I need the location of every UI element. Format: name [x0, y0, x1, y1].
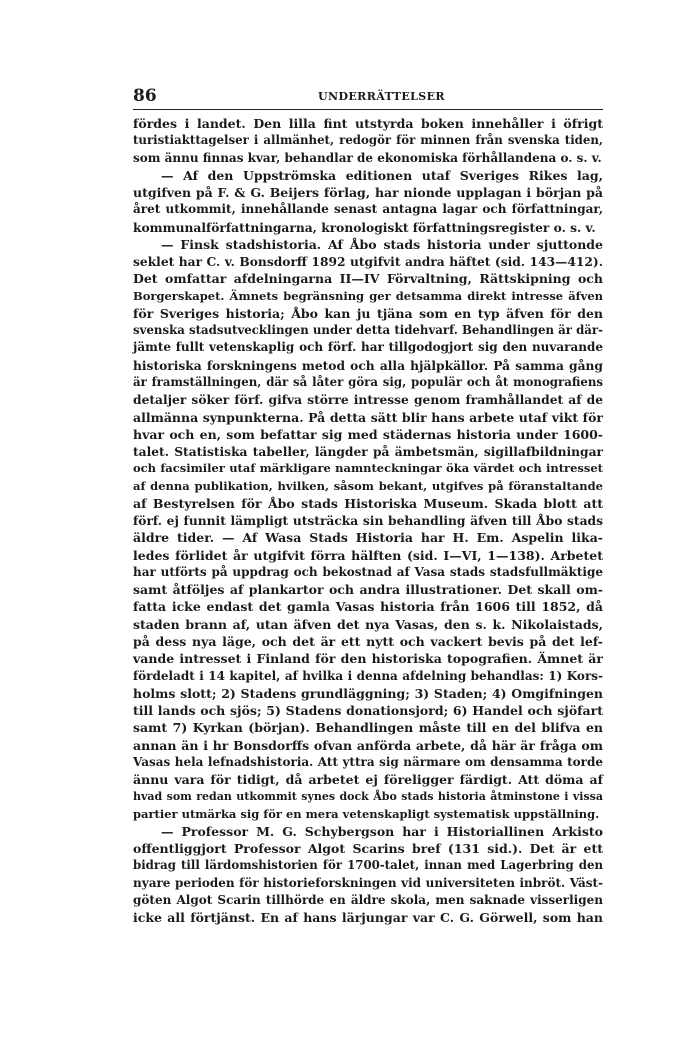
text-line: offentliggjort Professor Algot Scarins bref (131 sid.). Det är ett	[133, 841, 603, 857]
text-line: för Sveriges historia; Åbo kan ju tjäna som en typ äfven för den	[133, 305, 603, 321]
text-line: Borgerskapet. Ämnets begränsning ger detsamma direkt intresse äfven	[133, 288, 603, 303]
text-line: äldre tider. — Af Wasa Stads Historia har H. Em. Aspelin lika-	[133, 530, 603, 546]
text-line: nyare perioden för historieforskningen vid universiteten inbröt. Väst-	[133, 875, 603, 890]
text-line: jämte fullt vetenskaplig och förf. har tillgodogjort sig den nuvarande	[133, 340, 603, 355]
text-line: historiska forskningens metod och alla hjälpkällor. På samma gång	[133, 357, 603, 373]
text-line: på dess nya läge, och det är ett nytt och vackert bevis på det lef-	[133, 633, 603, 649]
header-rule	[133, 109, 603, 110]
text-line: Vasas hela lefnadshistoria. Att yttra sig närmare om densamma torde	[133, 754, 603, 769]
text-line: turistiakttagelser i allmänhet, redogör för minnen från svenska tiden,	[133, 133, 603, 148]
text-line: talet. Statistiska tabeller, längder på ämbetsmän, sigillafbildningar	[133, 444, 603, 460]
text-line: annan än i hr Bonsdorffs ofvan anförda arbete, då här är fråga om	[133, 737, 603, 753]
text-line: detaljer söker förf. gifva större intresse genom framhållandet af de	[133, 392, 603, 408]
text-line: bidrag till lärdomshistorien för 1700-talet, innan med Lagerbring den	[133, 858, 603, 873]
body-text	[133, 115, 603, 926]
text-line: samt 7) Kyrkan (början). Behandlingen måste till en del blifva en	[133, 720, 603, 736]
text-line: fatta icke endast det gamla Vasas historia från 1606 till 1852, då	[133, 599, 603, 615]
text-line: är framställningen, där så låter göra sig, populär och åt monografiens	[133, 374, 603, 389]
text-line: fördes i landet. Den lilla fint utstyrda boken innehåller i öfrigt	[133, 116, 603, 131]
text-line: seklet har C. v. Bonsdorff 1892 utgifvit andra häftet (sid. 143—412).	[133, 254, 603, 270]
text-line: utgifven på F. & G. Beijers förlag, har nionde upplagan i början på	[133, 185, 603, 201]
text-line: göten Algot Scarin tillhörde en äldre skola, men saknade visserligen	[133, 892, 603, 907]
text-line: vande intresset i Finland för den historiska topografien. Ämnet är	[133, 651, 603, 667]
text-line: staden brann af, utan äfven det nya Vasas, den s. k. Nikolaistads,	[133, 616, 603, 632]
text-line: kommunalförfattningarna, kronologiskt författningsregister o. s. v.	[133, 219, 596, 235]
text-line: svenska stadsutvecklingen under detta tidehvarf. Behandlingen är där-	[133, 323, 603, 338]
text-line: — Finsk stadshistoria. Af Åbo stads historia under sjuttonde	[161, 236, 603, 252]
text-line: till lands och sjös; 5) Stadens donationsjord; 6) Handel och sjöfart	[133, 703, 603, 719]
text-line: förf. ej funnit lämpligt utsträcka sin behandling äfven till Åbo stads	[133, 513, 603, 529]
running-head: UNDERRÄTTELSER	[318, 90, 445, 103]
text-line: af denna publikation, hvilken, såsom bekant, utgifves på föranstaltande	[133, 478, 603, 493]
text-line: och facsimiler utaf märkligare namnteckningar öka värdet och intresset	[133, 461, 603, 476]
text-line: — Professor M. G. Schybergson har i Historiallinen Arkisto	[161, 823, 603, 839]
text-line: icke all förtjänst. En af hans lärjungar var C. G. Görwell, som han	[133, 910, 603, 926]
text-line: af Bestyrelsen för Åbo stads Historiska Museum. Skada blott att	[133, 495, 603, 511]
text-line: allmänna synpunkterna. På detta sätt blir hans arbete utaf vikt för	[133, 409, 603, 425]
page-header	[133, 86, 603, 106]
text-line: — Af den Uppströmska editionen utaf Sveriges Rikes lag,	[161, 167, 603, 183]
page-number: 86	[133, 86, 157, 106]
text-line: fördeladt i 14 kapitel, af hvilka i denna afdelning behandlas: 1) Kors-	[133, 668, 603, 683]
text-line: hvad som redan utkommit synes dock Åbo stads historia åtminstone i vissa	[133, 790, 603, 804]
text-line: partier utmärka sig för en mera vetenskapligt systematisk uppställning.	[133, 806, 600, 821]
text-line: som ännu finnas kvar, behandlar de ekonomiska förhållandena o. s. v.	[133, 150, 602, 165]
text-line: året utkommit, innehållande senast antagna lagar och författningar,	[133, 202, 603, 217]
text-line: Det omfattar afdelningarna II—IV Förvaltning, Rättskipning och	[133, 271, 603, 287]
text-line: hvar och en, som befattar sig med städernas historia under 1600-	[133, 426, 603, 442]
text-line: samt åtföljes af plankartor och andra illustrationer. Det skall om-	[133, 582, 603, 598]
text-line: ännu vara för tidigt, då arbetet ej föreligger färdigt. Att döma af	[133, 772, 603, 788]
text-line: ledes förlidet år utgifvit förra hälften (sid. I—VI, 1—138). Arbetet	[133, 547, 603, 563]
text-line: har utförts på uppdrag och bekostnad af Vasa stads stadsfullmäktige	[133, 564, 603, 579]
text-line: holms slott; 2) Stadens grundläggning; 3) Staden; 4) Omgifningen	[133, 685, 603, 701]
